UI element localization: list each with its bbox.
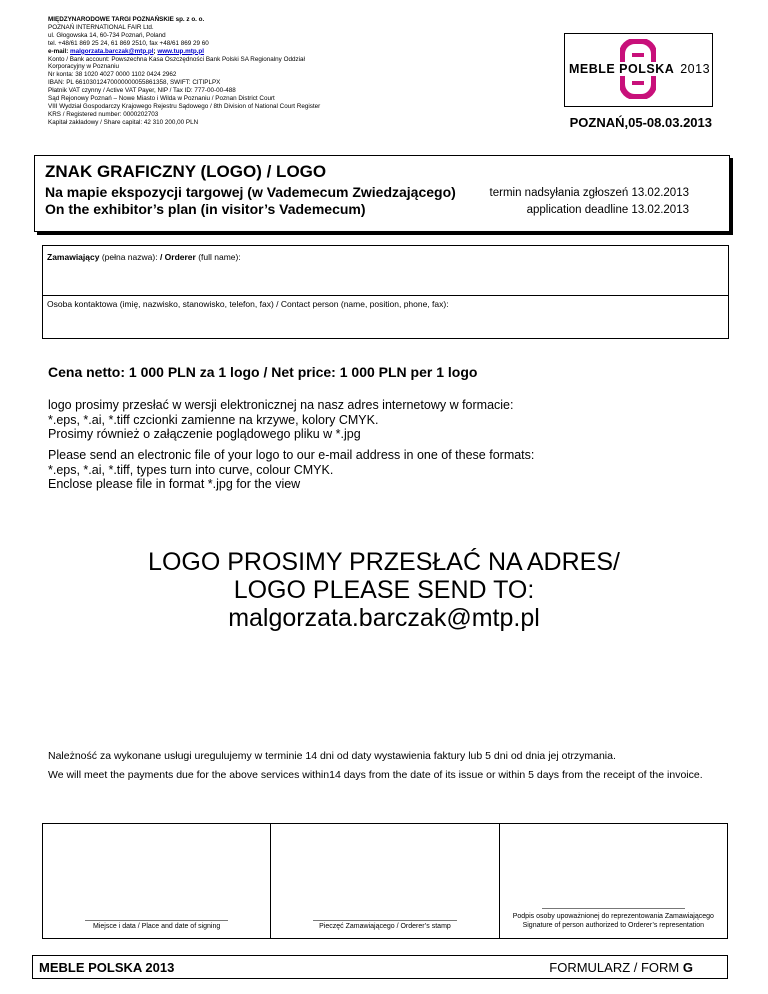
instruction-line: Enclose please file in format *.jpg for the view <box>48 477 301 491</box>
payment-terms-en: We will meet the payments due for the above services within14 days from the date of its issue or within 5 days from the receipt of the invoice. <box>48 769 703 781</box>
place-date-label: Miejsce i data / Place and date of signing <box>93 923 221 930</box>
instruction-line: Prosimy również o załączenie poglądowego pliku w *.jpg <box>48 427 361 441</box>
fair-logo-name: MEBLE POLSKA <box>568 62 675 76</box>
signature-section <box>42 823 728 939</box>
signature-line <box>313 920 456 921</box>
contact-person-field[interactable] <box>43 296 728 338</box>
deadline <box>490 185 689 219</box>
company-name-en: POZNAŃ INTERNATIONAL FAIR Ltd. <box>48 23 154 31</box>
send-to-block <box>40 548 728 632</box>
deadline-en: application deadline 13.02.2013 <box>526 204 689 216</box>
authorized-label-pl: Podpis osoby upoważnionej do reprezentowania Zamawiającego <box>512 913 714 920</box>
company-address: ul. Głogowska 14, 60-734 Poznań, Poland <box>48 31 166 39</box>
instruction-line: logo prosimy przesłać w wersji elektronicznej na nasz adres internetowy w formacie: <box>48 398 514 412</box>
orderer-stamp-field[interactable] <box>271 824 499 938</box>
send-to-line-en: LOGO PLEASE SEND TO: <box>233 576 535 604</box>
form-subtitle-pl: Na mapie ekspozycji targowej (w Vademecum Zwiedzającego) <box>45 184 456 200</box>
bank-account: Konto / Bank account: Powszechna Kasa Oszczędności Bank Polski SA Regionalny Oddział <box>48 55 305 63</box>
instructions-en <box>48 448 728 492</box>
orderer-stamp-label: Pieczęć Zamawiającego / Orderer’s stamp <box>319 923 451 930</box>
place-date-field[interactable] <box>43 824 271 938</box>
share-capital: Kapitał zakładowy / Share capital: 42 310 200,00 PLN <box>48 118 199 126</box>
orderer-section <box>42 245 729 339</box>
fair-logo-text <box>565 62 712 76</box>
fair-city-date: POZNAŃ,05-08.03.2013 <box>569 115 712 130</box>
company-contact-line <box>48 48 468 56</box>
send-to-email: malgorzata.barczak@mtp.pl <box>228 604 540 632</box>
payment-terms-pl: Należność za wykonane usługi uregulujemy w terminie 14 dni od daty wystawienia faktury lub 5 dni od dnia jej otrzymania. <box>48 750 616 762</box>
krs-number: KRS / Registered number: 0000202703 <box>48 110 159 118</box>
orderer-hint-en: (full name): <box>195 252 241 262</box>
authorized-signature-label <box>500 912 727 930</box>
court-division: VIII Wydział Gospodarczy Krajowego Rejestru Sądowego / 8th Division of National Court Register <box>48 102 321 110</box>
footer-form-id <box>549 960 693 975</box>
fair-logo <box>564 33 713 107</box>
bank-branch: Korporacyjny w Poznaniu <box>48 63 120 71</box>
send-to-line-pl: LOGO PROSIMY PRZESŁAĆ NA ADRES/ <box>148 548 620 576</box>
iban: IBAN: PL 66103012470000000055861358, SWIFT: CITIPLPX <box>48 79 221 87</box>
orderer-name-field[interactable] <box>43 246 728 296</box>
company-web-link[interactable]: www.tup.mtp.pl <box>157 47 205 55</box>
form-subtitle <box>45 184 456 218</box>
email-label: e-mail: <box>48 47 71 55</box>
account-number: Nr konta: 38 1020 4027 0000 1102 0424 2962 <box>48 71 177 79</box>
company-details <box>48 16 468 127</box>
fair-logo-year: 2013 <box>680 62 711 76</box>
form-title-box <box>34 155 730 232</box>
page-footer <box>32 955 728 979</box>
orderer-label-en: / Orderer <box>159 252 196 262</box>
company-name-pl: MIĘDZYNARODOWE TARGI POZNAŃSKIE sp. z o. o. <box>48 16 205 23</box>
company-phone: tel. +48/61 869 25 24, 61 869 2510, fax +48/61 869 29 60 <box>48 39 209 47</box>
contact-person-label: Osoba kontaktowa (imię, nazwisko, stanowisko, telefon, fax) / Contact person (name, position, phone, fax): <box>47 299 449 309</box>
instruction-line: Please send an electronic file of your logo to our e-mail address in one of these formats: <box>48 448 535 462</box>
orderer-hint-pl: (pełna nazwa): <box>99 252 160 262</box>
web-separator: ; <box>153 47 158 55</box>
vat-info: Płatnik VAT czynny / Active VAT Payer, NIP / Tax ID: 777-00-00-488 <box>48 87 236 95</box>
footer-form-prefix: FORMULARZ / FORM <box>549 960 683 975</box>
instruction-line: *.eps, *.ai, *.tiff czcionki zamienne na krzywe, kolory CMYK. <box>48 412 379 427</box>
signature-line <box>542 908 685 909</box>
authorized-label-en: Signature of person authorized to Orderer’s representation <box>522 922 705 929</box>
form-title: ZNAK GRAFICZNY (LOGO) / LOGO <box>45 162 327 181</box>
company-email-link[interactable]: malgorzata.barczak@mtp.pl <box>70 47 154 55</box>
deadline-pl: termin nadsyłania zgłoszeń 13.02.2013 <box>489 187 689 199</box>
footer-form-letter: G <box>682 960 693 975</box>
signature-line <box>85 920 228 921</box>
footer-fair-name: MEBLE POLSKA 2013 <box>39 960 175 975</box>
form-subtitle-en: On the exhibitor’s plan (in visitor’s Vademecum) <box>45 201 366 217</box>
net-price: Cena netto: 1 000 PLN za 1 logo / Net price: 1 000 PLN per 1 logo <box>48 364 478 380</box>
instructions-pl <box>48 398 728 442</box>
court-info: Sąd Rejonowy Poznań – Nowe Miasto i Wilda w Poznaniu / Poznan District Court <box>48 95 275 103</box>
orderer-label-pl: Zamawiający <box>47 252 100 262</box>
authorized-signature-field[interactable] <box>500 824 727 938</box>
instruction-line: *.eps, *.ai, *.tiff, types turn into curve, colour CMYK. <box>48 462 334 477</box>
